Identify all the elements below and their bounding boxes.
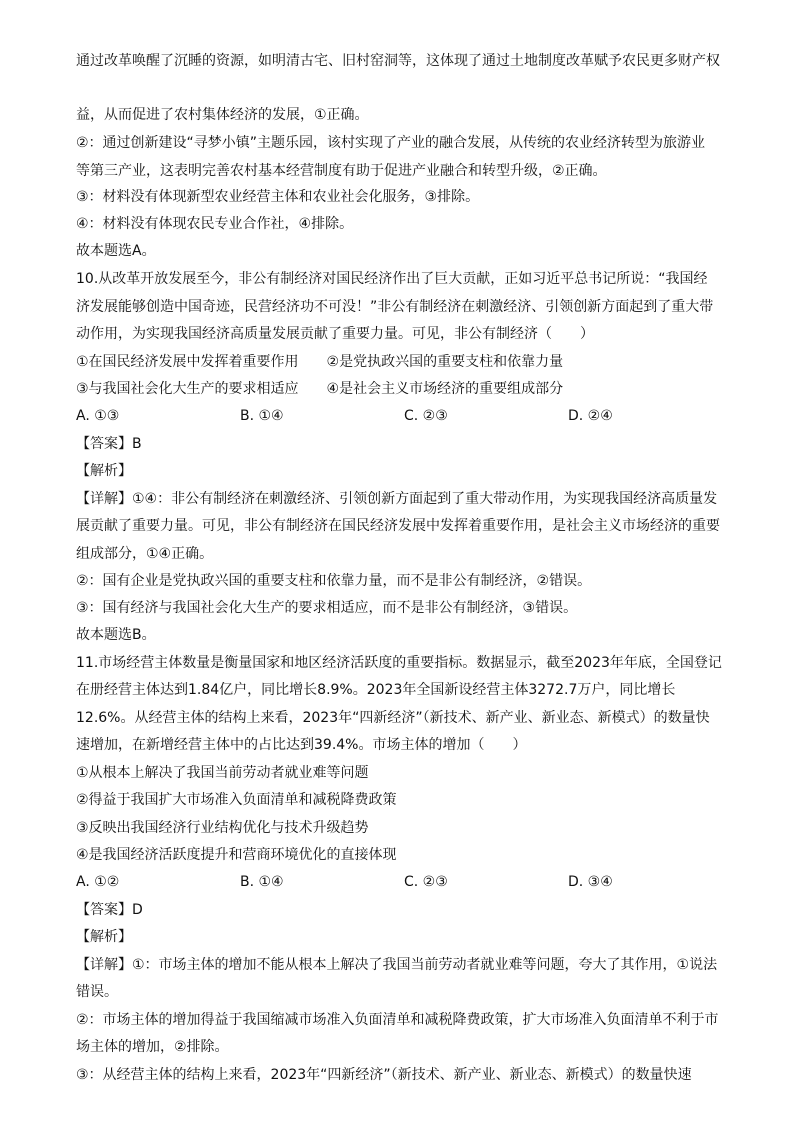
- q11-option-d: D. ③④: [568, 874, 613, 890]
- text-line: 通过改革唤醒了沉睡的资源，如明清古宅、旧村窑洞等，这体现了通过土地制度改革赋予农民更多财产权: [76, 53, 720, 69]
- text-line: 场主体的增加，②排除。: [76, 1039, 229, 1055]
- text-line: 等第三产业，这表明完善农村基本经营制度有助于促进产业融合和转型升级，②正确。: [76, 163, 607, 179]
- answer-label: 【答案】D: [76, 902, 143, 918]
- q11-option-a: A. ①②: [76, 874, 120, 890]
- text-line: 错误。: [76, 984, 118, 1000]
- q11-statement: ②得益于我国扩大市场准入负面清单和减税降费政策: [76, 792, 397, 808]
- q10-option-d: D. ②④: [568, 408, 613, 424]
- text-line: 【详解】①：市场主体的增加不能从根本上解决了我国当前劳动者就业难等问题，夸大了其作用，①说法: [76, 957, 718, 973]
- q10-option-a: A. ①③: [76, 408, 120, 424]
- text-line: 济发展能够创造中国奇迹，民营经济功不可没！”非公有制经济在刺激经济、引领创新方面起到了重大带: [76, 299, 714, 315]
- text-line: 益，从而促进了农村集体经济的发展，①正确。: [76, 107, 369, 123]
- q10-statement-row: ③与我国社会化大生产的要求相适应 ④是社会主义市场经济的重要组成部分: [76, 381, 564, 397]
- q10-statement-row: ①在国民经济发展中发挥着重要作用 ②是党执政兴国的重要支柱和依靠力量: [76, 354, 564, 370]
- text-line: 故本题选A。: [76, 243, 156, 259]
- text-line: 【详解】①④：非公有制经济在刺激经济、引领创新方面起到了重大带动作用，为实现我国经济高质量发: [76, 491, 718, 507]
- analysis-label: 【解析】: [76, 463, 132, 479]
- text-line: 12.6%。从经营主体的结构上来看，2023年“四新经济”（新技术、新产业、新业态、新模式）的数量快: [76, 710, 710, 726]
- analysis-label: 【解析】: [76, 929, 132, 945]
- question-10-stem: 10.从改革开放发展至今，非公有制经济对国民经济作出了巨大贡献，正如习近平总书记所说：“我国经: [76, 271, 708, 287]
- q10-option-b: B. ①④: [240, 408, 284, 424]
- question-11-stem: 11.市场经营主体数量是衡量国家和地区经济活跃度的重要指标。数据显示，截至2023年年底，全国登记: [76, 655, 722, 671]
- text-line: ③：材料没有体现新型农业经营主体和农业社会化服务，③排除。: [76, 189, 480, 205]
- text-line: ③：国有经济与我国社会化大生产的要求相适应，而不是非公有制经济，③错误。: [76, 600, 578, 616]
- text-line: ②：国有企业是党执政兴国的重要支柱和依靠力量，而不是非公有制经济，②错误。: [76, 573, 592, 589]
- q11-statement: ④是我国经济活跃度提升和营商环境优化的直接体现: [76, 847, 397, 863]
- text-line: 展贡献了重要力量。可见，非公有制经济在国民经济发展中发挥着重要作用，是社会主义市场经济的重要: [76, 518, 720, 534]
- text-line: ②：市场主体的增加得益于我国缩减市场准入负面清单和减税降费政策，扩大市场准入负面清单不利于市: [76, 1012, 719, 1028]
- text-line: ③：从经营主体的结构上来看，2023年“四新经济”（新技术、新产业、新业态、新模式）的数量快速: [76, 1067, 692, 1083]
- text-line: ④：材料没有体现农民专业合作社，④排除。: [76, 216, 354, 232]
- q11-option-b: B. ①④: [240, 874, 284, 890]
- q10-option-c: C. ②③: [404, 408, 448, 424]
- text-line: ②：通过创新建设“寻梦小镇”主题乐园，该村实现了产业的融合发展，从传统的农业经济转型为旅游业: [76, 135, 706, 151]
- text-line: 动作用，为实现我国经济高质量发展贡献了重要力量。可见，非公有制经济（ ）: [76, 326, 594, 342]
- text-line: 在册经营主体达到1.84亿户，同比增长8.9%。2023年全国新设经营主体3272.7万户，同比增长: [76, 682, 676, 698]
- q11-statement: ①从根本上解决了我国当前劳动者就业难等问题: [76, 765, 369, 781]
- q11-option-c: C. ②③: [404, 874, 448, 890]
- answer-label: 【答案】B: [76, 436, 142, 452]
- text-line: 组成部分，①④正确。: [76, 546, 214, 562]
- text-line: 速增加，在新增经营主体中的占比达到39.4%。市场主体的增加（ ）: [76, 737, 527, 753]
- q11-statement: ③反映出我国经济行业结构优化与技术升级趋势: [76, 820, 369, 836]
- text-line: 故本题选B。: [76, 627, 156, 643]
